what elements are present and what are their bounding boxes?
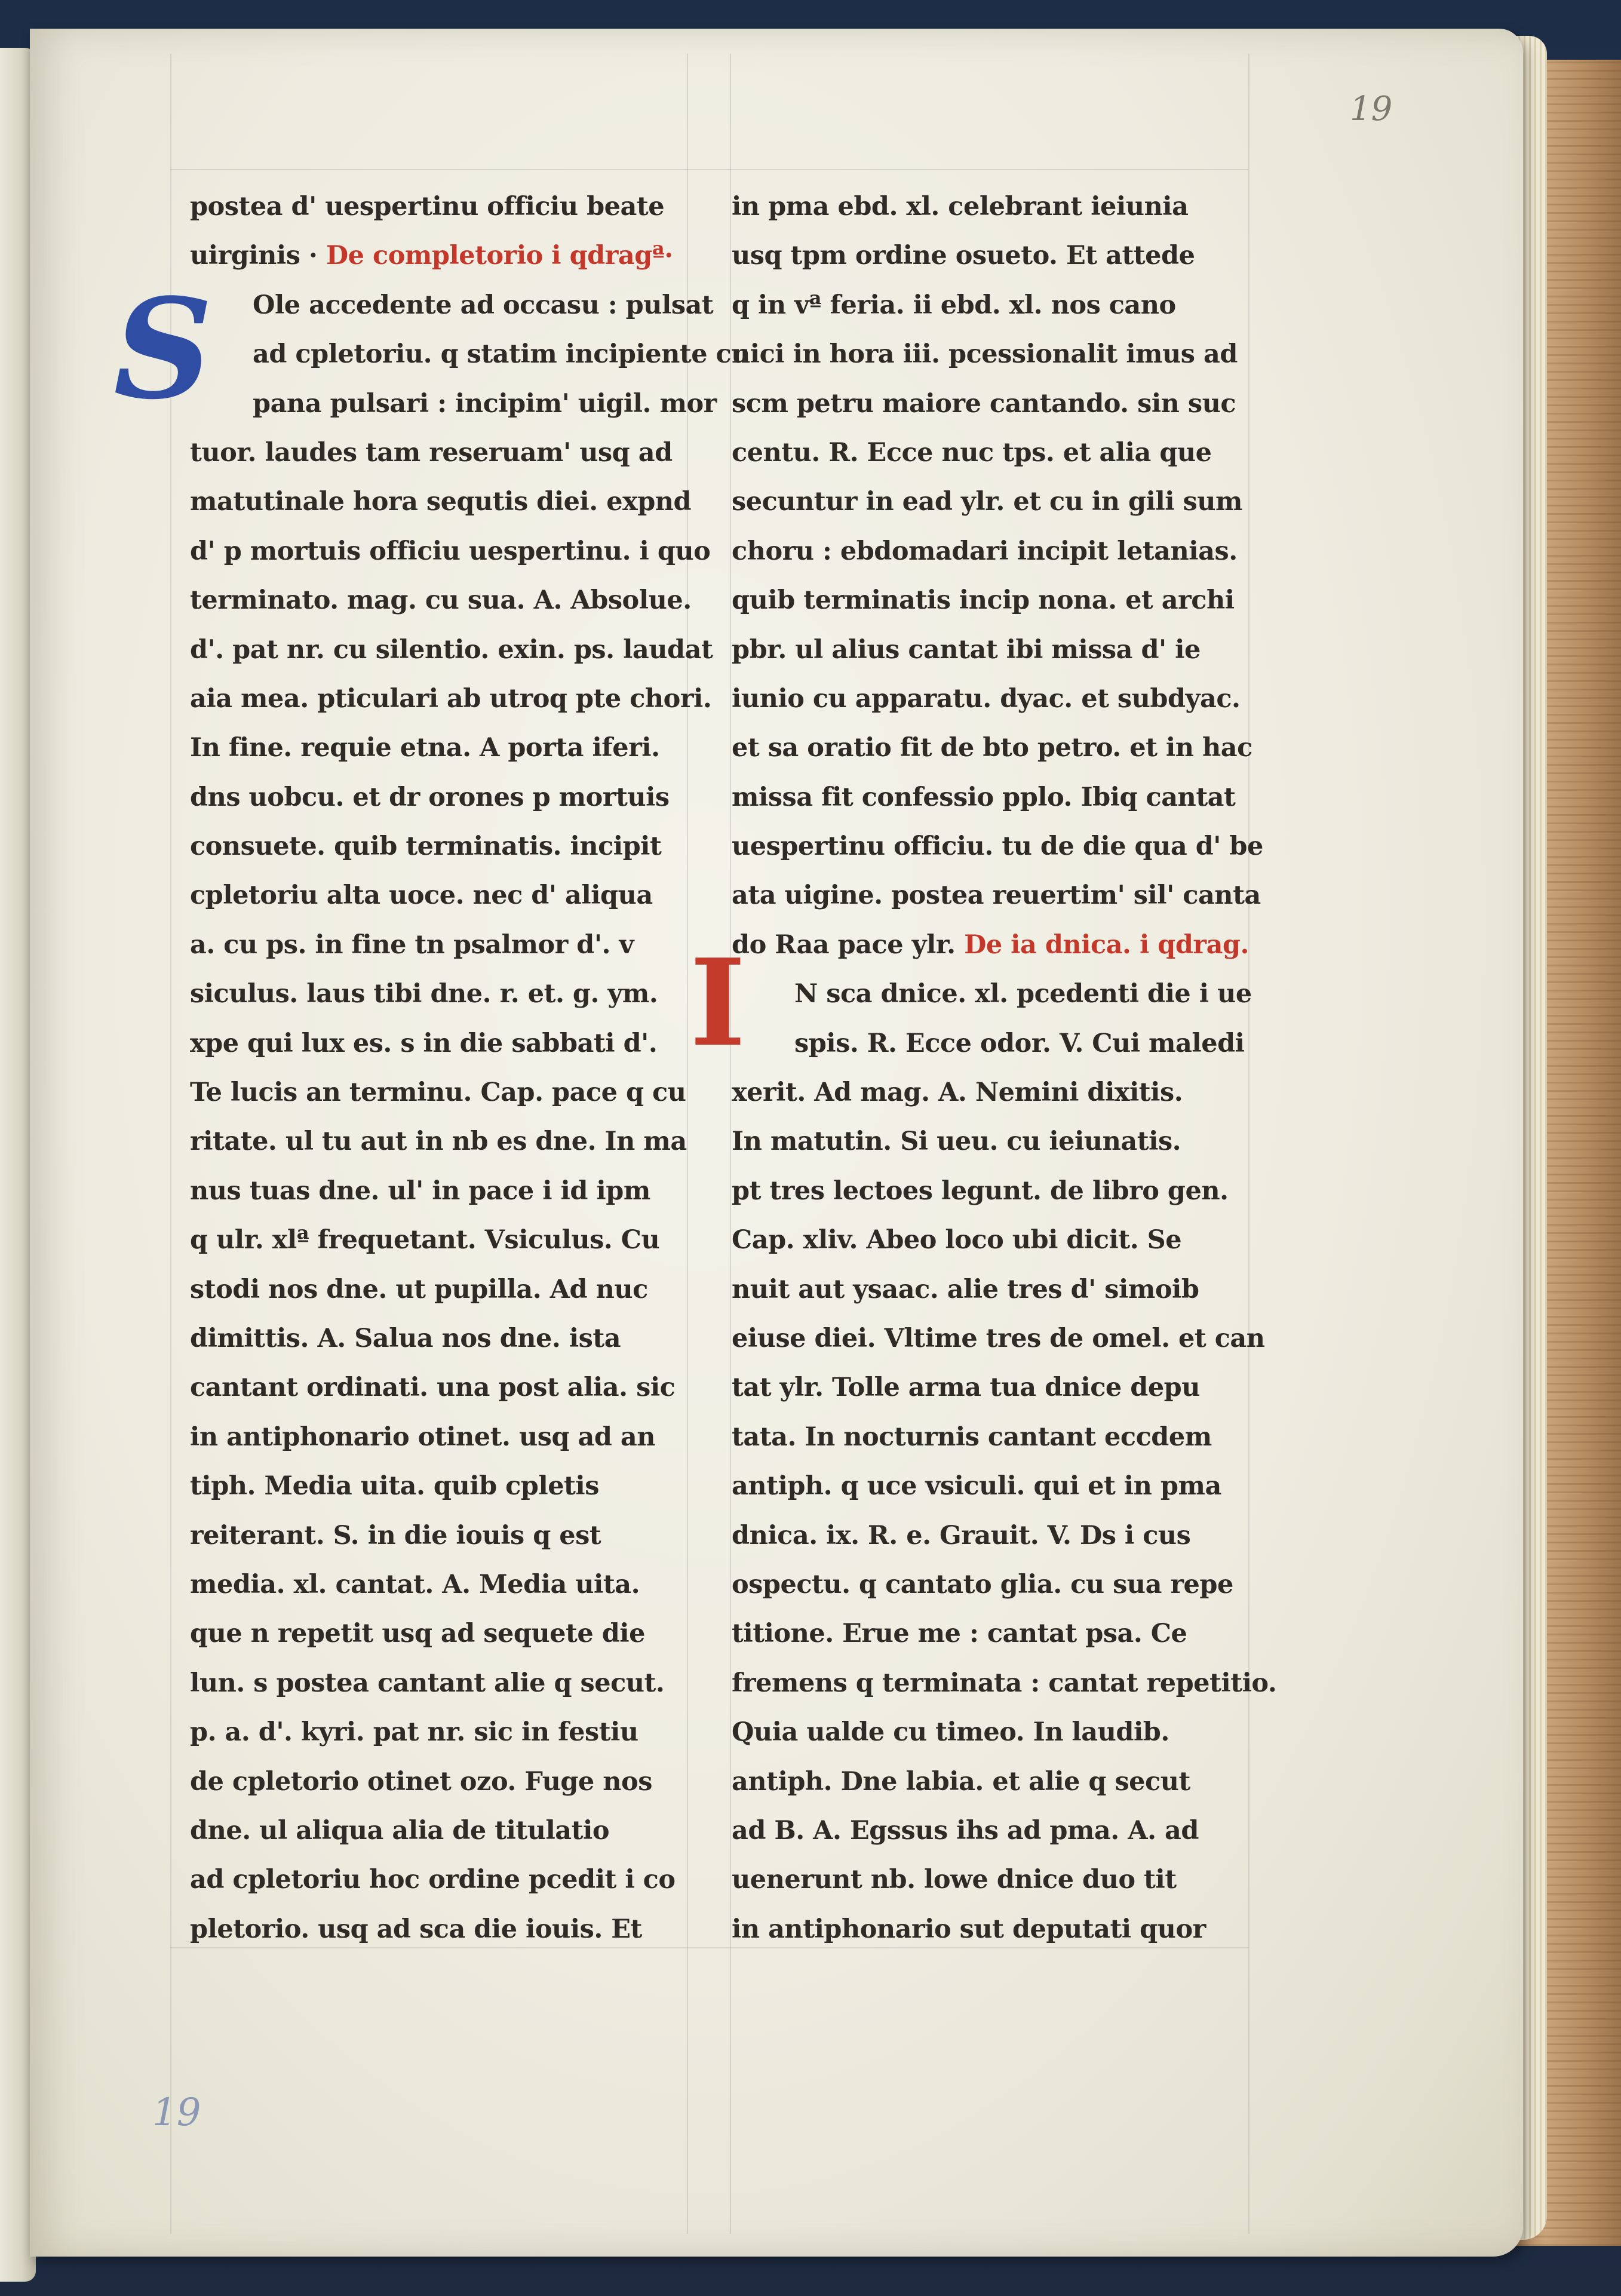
text-line bbox=[190, 1462, 668, 1511]
text-line bbox=[190, 1708, 668, 1757]
text-line bbox=[190, 674, 712, 723]
text-line bbox=[732, 1215, 1248, 1264]
text-line bbox=[732, 871, 1261, 920]
text-line bbox=[190, 1019, 668, 1068]
line-text: secuntur in ead ylr. et cu in gili sum bbox=[732, 487, 1243, 517]
ruling-line bbox=[170, 169, 1248, 170]
text-line bbox=[732, 1806, 1248, 1855]
text-line bbox=[732, 1363, 1248, 1412]
text-line bbox=[190, 1855, 676, 1904]
line-text: terminato. mag. cu sua. A. Absolue. bbox=[190, 585, 692, 616]
line-text: scm petru maiore cantando. sin suc bbox=[732, 388, 1236, 419]
text-line bbox=[190, 231, 673, 280]
text-line bbox=[190, 625, 713, 674]
text-line bbox=[732, 330, 1248, 379]
line-text: que n repetit usq ad sequete die bbox=[190, 1619, 645, 1649]
line-text: d' p mortuis officiu uespertinu. i quo bbox=[190, 536, 711, 566]
text-line bbox=[732, 773, 1248, 822]
text-line bbox=[190, 1068, 686, 1117]
line-text: titione. Erue me : cantat psa. Ce bbox=[732, 1619, 1187, 1649]
line-text: xpe qui lux es. s in die sabbati d'. bbox=[190, 1028, 658, 1058]
line-text: eiuse diei. Vltime tres de omel. et can bbox=[732, 1323, 1265, 1353]
line-text: tuor. laudes tam reseruam' usq ad bbox=[190, 437, 673, 468]
text-line bbox=[190, 1265, 668, 1314]
line-text: spis. R. Ecce odor. V. Cui maledi bbox=[794, 1028, 1245, 1058]
text-line bbox=[732, 1265, 1248, 1314]
text-line bbox=[732, 1462, 1248, 1511]
text-line bbox=[732, 1511, 1248, 1560]
text-line bbox=[732, 1167, 1248, 1215]
line-text: nuit aut ysaac. alie tres d' simoib bbox=[732, 1274, 1199, 1304]
text-line bbox=[190, 1314, 668, 1363]
text-line bbox=[190, 527, 711, 576]
line-text: cpletoriu alta uoce. nec d' aliqua bbox=[190, 880, 653, 911]
text-line bbox=[732, 1708, 1248, 1757]
line-text: a. cu ps. in fine tn psalmor d'. v bbox=[190, 929, 634, 960]
line-text: in antiphonario otinet. usq ad an bbox=[190, 1422, 655, 1452]
line-text: antiph. Dne labia. et alie q secut bbox=[732, 1766, 1190, 1797]
line-text: uirginis · bbox=[190, 241, 318, 271]
line-text: ata uigine. postea reuertim' sil' canta bbox=[732, 880, 1261, 911]
line-text: ad cpletoriu hoc ordine pcedit i co bbox=[190, 1865, 676, 1895]
line-text: In matutin. Si ueu. cu ieiunatis. bbox=[732, 1126, 1181, 1157]
text-line bbox=[190, 477, 692, 526]
line-text: siculus. laus tibi dne. r. et. g. ym. bbox=[190, 979, 658, 1009]
decorated-initial-s: S bbox=[113, 269, 213, 430]
text-line bbox=[732, 527, 1248, 576]
line-text: matutinale hora sequtis diei. expnd bbox=[190, 487, 692, 517]
text-line bbox=[732, 576, 1248, 625]
line-text: reiterant. S. in die iouis q est bbox=[190, 1520, 601, 1551]
text-line bbox=[732, 822, 1263, 871]
text-line bbox=[732, 1659, 1277, 1708]
line-text: In fine. requie etna. A porta iferi. bbox=[190, 733, 660, 763]
line-text: ad B. A. Egssus ihs ad pma. A. ad bbox=[732, 1815, 1199, 1846]
text-line bbox=[190, 1511, 668, 1560]
line-text: do Raa pace ylr. bbox=[732, 929, 956, 960]
line-text: dne. ul aliqua alia de titulatio bbox=[190, 1815, 610, 1846]
line-text: tat ylr. Tolle arma tua dnice depu bbox=[732, 1373, 1201, 1403]
line-text: lun. s postea cantant alie q secut. bbox=[190, 1668, 665, 1698]
line-text: aia mea. pticulari ab utroq pte chori. bbox=[190, 683, 712, 714]
text-line bbox=[190, 1659, 668, 1708]
text-line bbox=[732, 1560, 1248, 1609]
text-line bbox=[190, 1413, 668, 1462]
line-text: quib terminatis incip nona. et archi bbox=[732, 585, 1235, 616]
text-line bbox=[732, 182, 1248, 231]
line-text: centu. R. Ecce nuc tps. et alia que bbox=[732, 437, 1212, 468]
text-line bbox=[190, 1905, 668, 1954]
text-line bbox=[732, 379, 1248, 428]
line-text: Cap. xliv. Abeo loco ubi dicit. Se bbox=[732, 1225, 1182, 1256]
line-text: consuete. quib terminatis. incipit bbox=[190, 831, 662, 862]
line-text: Quia ualde cu timeo. In laudib. bbox=[732, 1717, 1169, 1748]
line-text: nici in hora iii. pcessionalit imus ad bbox=[732, 339, 1238, 370]
line-text: dimittis. A. Salua nos dne. ista bbox=[190, 1323, 621, 1353]
line-text: dnica. ix. R. e. Grauit. V. Ds i cus bbox=[732, 1520, 1191, 1551]
text-line bbox=[732, 674, 1248, 723]
text-line bbox=[732, 428, 1248, 477]
line-text: q ulr. xlª frequetant. Vsiculus. Cu bbox=[190, 1225, 660, 1256]
line-text: stodi nos dne. ut pupilla. Ad nuc bbox=[190, 1274, 648, 1304]
text-line bbox=[732, 969, 1252, 1018]
line-text: ritate. ul tu aut in nb es dne. In ma bbox=[190, 1126, 687, 1157]
text-line bbox=[190, 576, 692, 625]
text-line bbox=[190, 969, 668, 1018]
line-text: q in vª feria. ii ebd. xl. nos cano bbox=[732, 290, 1176, 320]
text-line bbox=[732, 920, 1248, 969]
text-line bbox=[732, 281, 1248, 330]
line-text: Ole accedente ad occasu : pulsat bbox=[253, 290, 714, 320]
line-text: p. a. d'. kyri. pat nr. sic in festiu bbox=[190, 1717, 638, 1748]
text-line bbox=[190, 330, 750, 379]
line-text: nus tuas dne. ul' in pace i id ipm bbox=[190, 1175, 650, 1206]
line-text: pletorio. usq ad sca die iouis. Et bbox=[190, 1914, 642, 1944]
text-line bbox=[190, 1806, 668, 1855]
line-text: antiph. q uce vsiculi. qui et in pma bbox=[732, 1471, 1221, 1502]
text-line bbox=[190, 1167, 668, 1215]
text-line bbox=[732, 477, 1248, 526]
ruling-line bbox=[1248, 54, 1249, 2234]
line-text: iunio cu apparatu. dyac. et subdyac. bbox=[732, 683, 1241, 714]
text-line bbox=[732, 1413, 1248, 1462]
text-line bbox=[732, 723, 1252, 772]
text-line bbox=[190, 871, 668, 920]
line-text: tiph. Media uita. quib cpletis bbox=[190, 1471, 599, 1502]
ruling-line bbox=[730, 54, 731, 2234]
text-line bbox=[190, 1363, 676, 1412]
text-line bbox=[190, 1117, 687, 1166]
text-line bbox=[190, 281, 714, 330]
text-line bbox=[190, 1215, 668, 1264]
line-text: fremens q terminata : cantat repetitio. bbox=[732, 1668, 1277, 1698]
text-line bbox=[732, 1855, 1248, 1904]
text-line bbox=[190, 773, 668, 822]
line-text: Te lucis an terminu. Cap. pace q cu bbox=[190, 1078, 686, 1108]
line-text: in antiphonario sut deputati quor bbox=[732, 1914, 1206, 1944]
text-line bbox=[190, 379, 717, 428]
text-line bbox=[732, 1117, 1248, 1166]
line-text: missa fit confessio pplo. Ibiq cantat bbox=[732, 782, 1236, 812]
rubric-text: De ia dnica. i qdrag. bbox=[964, 929, 1249, 960]
decorated-initial-i: I bbox=[690, 933, 746, 1073]
line-text: cantant ordinati. una post alia. sic bbox=[190, 1373, 676, 1403]
text-line bbox=[732, 1314, 1265, 1363]
text-line bbox=[732, 1757, 1248, 1806]
text-line bbox=[732, 1905, 1248, 1954]
line-text: et sa oratio fit de bto petro. et in hac bbox=[732, 733, 1252, 763]
line-text: xerit. Ad mag. A. Nemini dixitis. bbox=[732, 1078, 1183, 1108]
line-text: d'. pat nr. cu silentio. exin. ps. laudat bbox=[190, 634, 713, 665]
line-text: pana pulsari : incipim' uigil. mor bbox=[253, 388, 717, 419]
text-line bbox=[732, 1068, 1248, 1117]
text-line bbox=[190, 723, 668, 772]
text-line bbox=[732, 625, 1248, 674]
line-text: dns uobcu. et dr orones p mortuis bbox=[190, 782, 670, 812]
line-text: tata. In nocturnis cantant eccdem bbox=[732, 1422, 1212, 1452]
line-text: postea d' uespertinu officiu beate bbox=[190, 192, 665, 222]
line-text: media. xl. cantat. A. Media uita. bbox=[190, 1569, 640, 1600]
text-line bbox=[190, 822, 668, 871]
text-line bbox=[732, 1019, 1248, 1068]
folio-number-top: 19 bbox=[1350, 90, 1393, 128]
text-line bbox=[190, 1757, 668, 1806]
left-text-column bbox=[190, 182, 750, 1954]
text-line bbox=[190, 1560, 668, 1609]
line-text: pbr. ul alius cantat ibi missa d' ie bbox=[732, 634, 1201, 665]
line-text: uespertinu officiu. tu de die qua d' be bbox=[732, 831, 1263, 862]
line-text: ad cpletoriu. q statim incipiente cu bbox=[253, 339, 750, 370]
text-line bbox=[190, 428, 673, 477]
text-line bbox=[732, 231, 1248, 280]
line-text: uenerunt nb. lowe dnice duo tit bbox=[732, 1865, 1177, 1895]
line-text: N sca dnice. xl. pcedenti die i ue bbox=[794, 979, 1252, 1009]
text-line bbox=[190, 182, 668, 231]
text-line bbox=[190, 1609, 668, 1658]
text-line bbox=[732, 1609, 1248, 1658]
line-text: usq tpm ordine osueto. Et attede bbox=[732, 241, 1195, 271]
right-text-column bbox=[732, 182, 1277, 1954]
line-text: choru : ebdomadari incipit letanias. bbox=[732, 536, 1238, 566]
text-line bbox=[190, 920, 668, 969]
line-text: in pma ebd. xl. celebrant ieiunia bbox=[732, 192, 1189, 222]
line-text: pt tres lectoes legunt. de libro gen. bbox=[732, 1175, 1229, 1206]
line-text: ospectu. q cantato glia. cu sua repe bbox=[732, 1569, 1233, 1600]
rubric-text: De completorio i qdragª· bbox=[326, 241, 673, 271]
line-text: de cpletorio otinet ozo. Fuge nos bbox=[190, 1766, 652, 1797]
folio-number-bottom: 19 bbox=[152, 2091, 201, 2135]
